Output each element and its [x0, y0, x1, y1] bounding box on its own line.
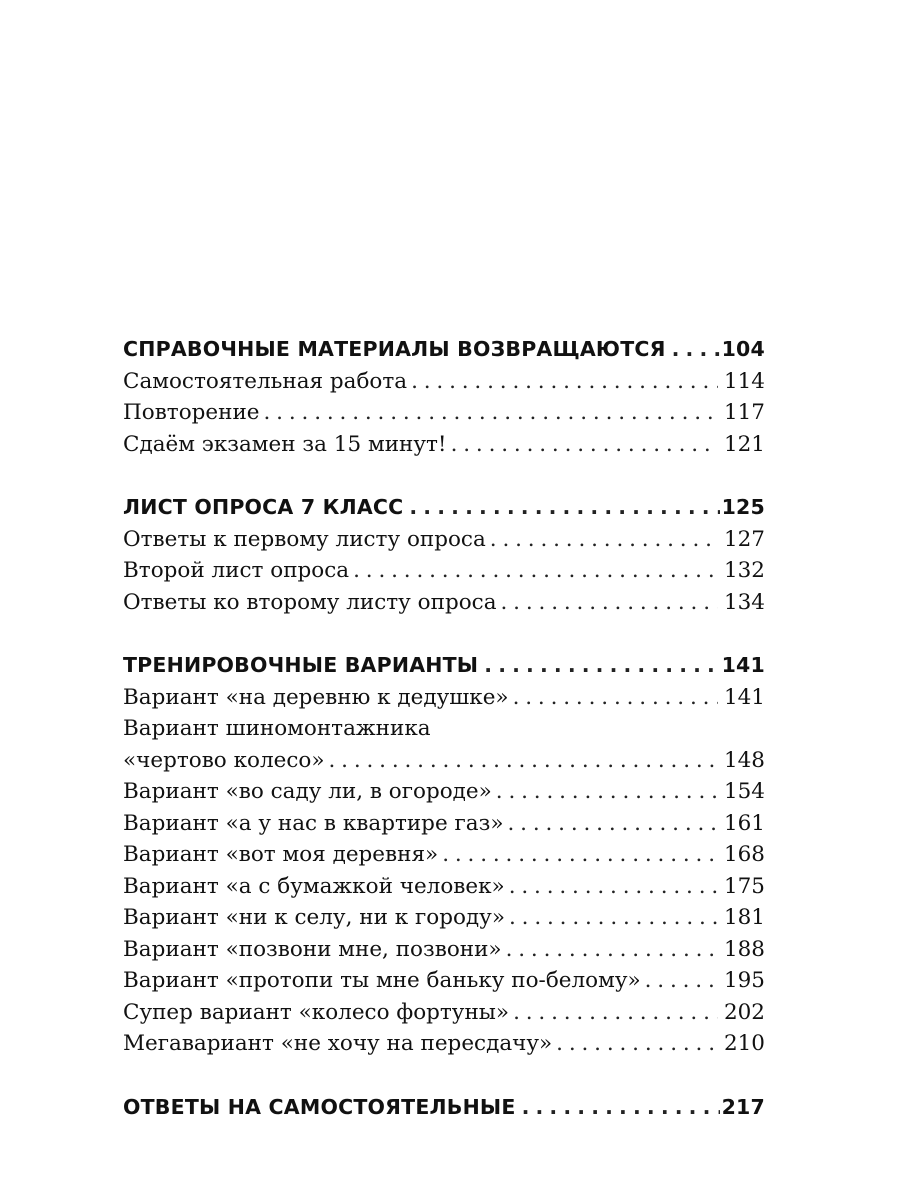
- entry-title: Вариант «во саду ли, в огороде»: [123, 779, 492, 804]
- page-number: 202: [723, 999, 765, 1025]
- page-number: 210: [723, 1031, 765, 1056]
- toc-entry[interactable]: [123, 776, 765, 808]
- page-number: 141: [723, 684, 765, 710]
- dot-leader: [522, 1092, 720, 1124]
- toc-entry[interactable]: [123, 997, 765, 1029]
- page-number: 104: [721, 337, 765, 361]
- entry-title: Вариант шиномонтажника: [123, 716, 431, 741]
- entry-title: Супер вариант «колесо фортуны»: [123, 999, 510, 1025]
- table-of-contents: [123, 334, 765, 1155]
- entry-title: Ответы ко второму листу опроса: [123, 589, 497, 615]
- toc-entry[interactable]: [123, 555, 765, 587]
- dot-leader: [264, 397, 718, 429]
- dot-leader: [509, 902, 718, 934]
- page-number: 114: [723, 368, 765, 394]
- toc-section-heading[interactable]: [123, 334, 765, 366]
- dot-leader: [509, 871, 718, 903]
- page-number: 117: [723, 400, 765, 425]
- page-number: 148: [723, 747, 765, 773]
- toc-entry[interactable]: [123, 587, 765, 619]
- dot-leader: [513, 997, 718, 1029]
- entry-title: Ответы к первому листу опроса: [123, 526, 486, 552]
- toc-entry[interactable]: [123, 397, 765, 429]
- entry-title: Мегавариант «не хочу на пересдачу»: [123, 1031, 553, 1056]
- page-number: 161: [723, 810, 765, 836]
- page-number: 125: [721, 495, 765, 519]
- dot-leader: [409, 492, 719, 524]
- entry-title: Вариант «а с бумажкой человек»: [123, 873, 505, 899]
- dot-leader: [556, 1028, 718, 1060]
- toc-entry[interactable]: [123, 366, 765, 398]
- toc-entry[interactable]: [123, 934, 765, 966]
- dot-leader: [672, 334, 720, 366]
- dot-leader: [513, 682, 718, 714]
- toc-entry[interactable]: [123, 871, 765, 903]
- toc-entry[interactable]: [123, 808, 765, 840]
- toc-entry[interactable]: [123, 524, 765, 556]
- dot-leader: [353, 555, 718, 587]
- toc-section: [123, 1092, 765, 1124]
- dot-leader: [501, 587, 718, 619]
- toc-entry[interactable]: [123, 745, 765, 777]
- entry-title: Вариант «а у нас в квартире газ»: [123, 810, 504, 836]
- dot-leader: [411, 366, 718, 398]
- dot-leader: [442, 839, 718, 871]
- toc-section-heading[interactable]: [123, 650, 765, 682]
- toc-entry[interactable]: [123, 965, 765, 997]
- entry-title: «чертово колесо»: [123, 747, 325, 773]
- toc-entry-line[interactable]: [123, 713, 765, 745]
- entry-title: Самостоятельная работа: [123, 368, 408, 394]
- dot-leader: [484, 650, 719, 682]
- page-number: 168: [723, 842, 765, 867]
- dot-leader: [328, 745, 717, 777]
- toc-section: [123, 492, 765, 618]
- toc-entry[interactable]: [123, 1028, 765, 1060]
- page-number: 121: [723, 431, 765, 457]
- entry-title: Вариант «на деревню к дедушке»: [123, 684, 509, 710]
- toc-entry[interactable]: [123, 902, 765, 934]
- page-number: 132: [723, 558, 765, 583]
- dot-leader: [507, 808, 717, 840]
- toc-section: [123, 650, 765, 1060]
- page-number: 134: [723, 589, 765, 615]
- dot-leader: [645, 965, 718, 997]
- page-number: 217: [721, 1094, 765, 1119]
- page-number: 141: [721, 653, 765, 677]
- entry-title: Второй лист опроса: [123, 558, 350, 583]
- section-title: ОТВЕТЫ НА САМОСТОЯТЕЛЬНЫЕ: [123, 1094, 516, 1119]
- page-number: 127: [723, 526, 765, 552]
- dot-leader: [506, 934, 718, 966]
- toc-entry[interactable]: [123, 429, 765, 461]
- page-number: 195: [723, 968, 765, 993]
- dot-leader: [451, 429, 718, 461]
- toc-section-heading[interactable]: [123, 492, 765, 524]
- toc-section-heading[interactable]: [123, 1092, 765, 1124]
- page-number: 154: [723, 779, 765, 804]
- toc-section: [123, 334, 765, 460]
- dot-leader: [490, 524, 718, 556]
- entry-title: Вариант «протопи ты мне баньку по-белому»: [123, 968, 641, 993]
- page-number: 175: [723, 873, 765, 899]
- dot-leader: [496, 776, 718, 808]
- entry-title: Сдаём экзамен за 15 минут!: [123, 431, 447, 457]
- section-title: ТРЕНИРОВОЧНЫЕ ВАРИАНТЫ: [123, 653, 479, 677]
- entry-title: Вариант «вот моя деревня»: [123, 842, 439, 867]
- toc-entry[interactable]: [123, 839, 765, 871]
- entry-title: Повторение: [123, 400, 260, 425]
- entry-title: Вариант «позвони мне, позвони»: [123, 936, 502, 962]
- page-number: 181: [723, 905, 765, 930]
- section-title: ЛИСТ ОПРОСА 7 КЛАСС: [123, 495, 404, 519]
- entry-title: Вариант «ни к селу, ни к городу»: [123, 905, 505, 930]
- toc-entry[interactable]: [123, 682, 765, 714]
- section-title: СПРАВОЧНЫЕ МАТЕРИАЛЫ ВОЗВРАЩАЮТСЯ: [123, 337, 666, 361]
- page-number: 188: [723, 936, 765, 962]
